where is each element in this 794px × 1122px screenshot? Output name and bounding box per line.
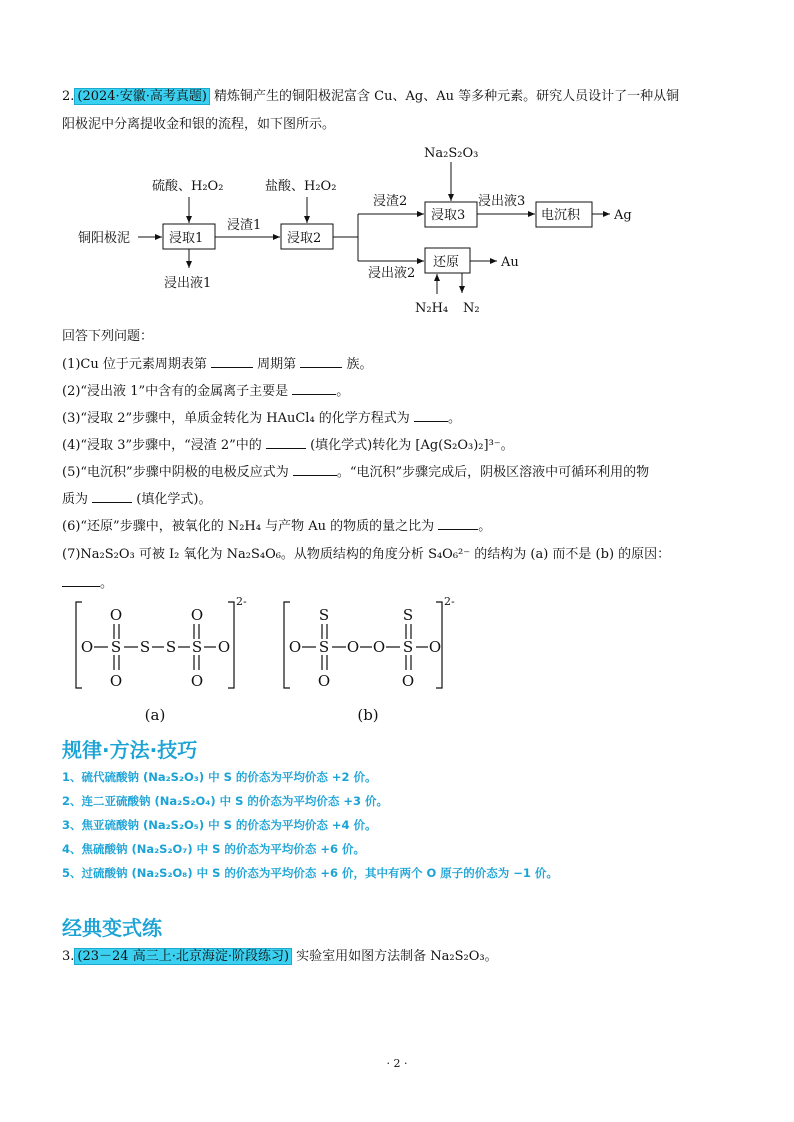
flow-electro: 电沉积 [541,208,581,223]
subq-5-text-d: (填化学式)。 [136,492,212,507]
process-flow-diagram [0,0,794,330]
subq-5-cont [62,490,211,509]
answer-blank[interactable] [300,355,342,368]
svg-text:S: S [318,606,330,624]
flow-ag: Ag [614,208,632,223]
charge-b: 2- [444,596,455,608]
question-number: 3. [62,949,75,964]
page-number: · 2 · [386,1057,408,1070]
subq-3 [62,409,461,428]
flow-residue2: 浸渣2 [373,194,408,209]
subq-5-text-b: 。“电沉积”步骤完成后，阴极区溶液中可循环利用的物 [336,465,650,480]
svg-text:S: S [110,638,122,656]
flow-step1: 浸取1 [169,231,204,246]
svg-text:O: O [288,638,302,656]
svg-text:S: S [402,638,414,656]
flow-step3: 浸取3 [431,208,466,223]
struct-a-label: (a) [144,706,166,724]
q3-line [62,948,498,966]
svg-text:O: O [217,638,231,656]
svg-text:S: S [402,606,414,624]
svg-text:O: O [109,606,123,624]
flow-step2: 浸取2 [287,231,322,246]
svg-text:O: O [346,638,360,656]
subq-1 [62,355,372,374]
subq-2-text: (2)“浸出液 1”中含有的金属离子主要是 [62,384,289,399]
struct-b-label: (b) [357,706,379,724]
answer-blank[interactable] [438,517,478,530]
subq-2-end: 。 [336,384,350,399]
subq-7: (7)Na₂S₂O₃ 可被 I₂ 氧化为 Na₂S₄O₆。从物质结构的角度分析 S₄O₆²⁻ 的结构为 (a) 而不是 (b) 的原因： [62,547,671,562]
q3-text: 实验室用如图方法制备 Na₂S₂O₃。 [296,949,498,964]
answer-blank[interactable] [266,436,306,449]
flow-n2: N₂ [463,301,480,316]
section-title-methods: 规律·方法·技巧 [62,738,198,762]
flow-leach2: 浸出液2 [368,266,416,281]
flow-residue1: 浸渣1 [227,218,262,233]
tip-item: 1、硫代硫酸钠 (Na₂S₂O₃) 中 S 的价态为平均价态 +2 价。 [62,770,377,784]
subq-5-text-a: (5)“电沉积”步骤中阴极的电极反应式为 [62,465,289,480]
subq-3-end: 。 [447,411,461,426]
subq-5 [62,463,649,482]
tip-item: 3、焦亚硫酸钠 (Na₂S₂O₅) 中 S 的价态为平均价态 +4 价。 [62,818,377,832]
subq-4-text-a: (4)“浸取 3”步骤中，“浸渣 2”中的 [62,438,262,453]
flow-au: Au [501,255,519,270]
answer-blank[interactable] [211,355,253,368]
subq-5-text-c: 质为 [62,492,89,507]
flow-reagent3: Na₂S₂O₃ [424,146,479,161]
flow-n2h4: N₂H₄ [415,301,449,316]
q2-intro-line2: 阳极泥中分离提收金和银的流程，如下图所示。 [62,117,336,132]
svg-text:O: O [372,638,386,656]
flow-out1: 浸出液1 [164,276,212,291]
svg-text:O: O [190,672,204,690]
flow-reagent1: 硫酸、H₂O₂ [152,179,224,194]
intro-text: 精炼铜产生的铜阳极泥富含 Cu、Ag、Au 等多种元素。研究人员设计了一种从铜 [214,89,680,104]
svg-text:O: O [109,672,123,690]
source-tag: (2024·安徽·高考真题) [74,88,210,105]
svg-text:S: S [139,638,151,656]
subq-4 [62,436,514,455]
subq-7-end: 。 [100,576,114,591]
answer-blank[interactable] [62,574,100,587]
svg-text:O: O [428,638,442,656]
svg-text:O: O [190,606,204,624]
structures-figure [0,596,794,726]
section-title-practice: 经典变式练 [62,916,162,940]
question-number: 2. [62,89,75,104]
answer-blank[interactable] [414,409,448,422]
subq-6-text: (6)“还原”步骤中，被氧化的 N₂H₄ 与产物 Au 的物质的量之比为 [62,519,435,534]
subq-3-text: (3)“浸取 2”步骤中，单质金转化为 HAuCl₄ 的化学方程式为 [62,411,410,426]
subq-4-text-b: (填化学式)转化为 [Ag(S₂O₃)₂]³⁻。 [310,438,514,453]
svg-text:O: O [401,672,415,690]
svg-text:S: S [191,638,203,656]
answer-prompt: 回答下列问题： [62,329,154,344]
tip-item: 5、过硫酸钠 (Na₂S₂O₈) 中 S 的价态为平均价态 +6 价，其中有两个 O 原子的价态为 −1 价。 [62,866,558,880]
subq-1-text-c: 族。 [346,357,373,372]
tip-item: 4、焦硫酸钠 (Na₂S₂O₇) 中 S 的价态为平均价态 +6 价。 [62,842,366,856]
svg-text:O: O [317,672,331,690]
svg-text:S: S [165,638,177,656]
subq-1-text-b: 周期第 [257,357,297,372]
charge-a: 2- [236,596,247,608]
answer-blank[interactable] [92,490,132,503]
svg-text:S: S [318,638,330,656]
subq-6-end: 。 [478,519,492,534]
source-tag: (23－24 高三上·北京海淀·阶段练习) [74,948,292,965]
svg-text:O: O [80,638,94,656]
flow-leach3: 浸出液3 [478,194,526,209]
flow-start: 铜阳极泥 [78,231,131,246]
subq-6 [62,517,491,536]
flow-reduce: 还原 [433,255,460,270]
answer-blank[interactable] [292,382,336,395]
answer-blank[interactable] [293,463,337,476]
subq-2 [62,382,349,401]
subq-7-cont [62,574,113,593]
flow-reagent2: 盐酸、H₂O₂ [265,179,337,194]
subq-1-text-a: (1)Cu 位于元素周期表第 [62,357,207,372]
tip-item: 2、连二亚硫酸钠 (Na₂S₂O₄) 中 S 的价态为平均价态 +3 价。 [62,794,389,808]
